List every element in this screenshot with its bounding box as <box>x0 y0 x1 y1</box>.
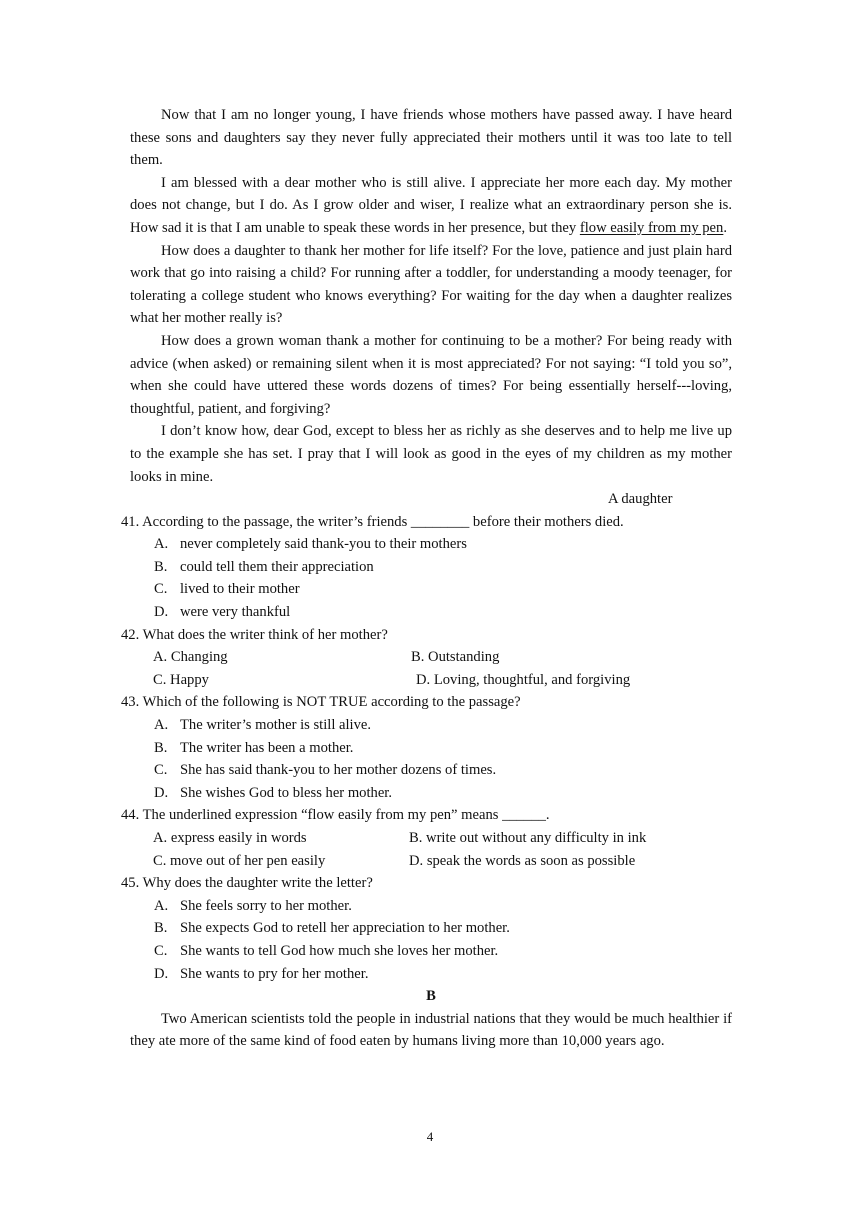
option-d: D. speak the words as soon as possible <box>409 852 636 869</box>
option-b: B. Outstanding <box>411 649 500 666</box>
question-42 <box>121 624 732 692</box>
option-a: A. express easily in words <box>153 830 307 846</box>
option-a: A. She feels sorry to her mother. <box>154 897 352 914</box>
option-c: C. move out of her pen easily <box>153 852 326 869</box>
section-heading: B <box>426 988 436 1005</box>
passage-paragraph-3: How does a daughter to thank her mother for life itself? For the love, patience and just plain hard work that go into raising a child? For running after a toddler, for understanding a moody teenager, for tolerating a college student who knows everything? For waiting for the day when a daughter realizes what her mother really is? <box>130 242 732 327</box>
underlined-expression: flow easily from my pen <box>579 219 724 236</box>
passage-paragraph-1: Now that I am no longer young, I have friends whose mothers have passed away. I have heard these sons and daughters say they never fully appreciated their mothers until it was too late to tell them. <box>130 107 732 169</box>
passage-paragraph-2 <box>130 172 732 240</box>
question-44 <box>121 804 732 872</box>
paragraph-2-text: I am blessed with a dear mother who is still alive. I appreciate her more each day. My mother does not change, but I do. As I grow older and wiser, I realize what an extraordinary person she is. How sad it is that I am unable to speak these words in her presence, but they <box>130 174 732 236</box>
question-stem: 42. What does the writer think of her mother? <box>121 626 388 643</box>
question-stem: 41. According to the passage, the writer’s friends ________ before their mothers died. <box>121 513 624 530</box>
option-b: B. She expects God to retell her appreciation to her mother. <box>154 920 510 937</box>
question-43 <box>121 691 732 804</box>
page-number: 4 <box>426 1129 434 1144</box>
question-stem: 45. Why does the daughter write the letter? <box>121 875 373 892</box>
option-b: B. The writer has been a mother. <box>154 739 354 756</box>
option-d: D. were very thankful <box>154 604 291 621</box>
option-c: C. She wants to tell God how much she loves her mother. <box>154 942 499 959</box>
option-a: A. never completely said thank-you to their mothers <box>154 536 467 553</box>
option-b: B. could tell them their appreciation <box>154 558 374 575</box>
option-grid <box>130 646 732 691</box>
option-b: B. write out without any difficulty in ink <box>409 830 647 846</box>
paragraph-2-end: . <box>723 219 727 236</box>
option-c: C. lived to their mother <box>154 581 300 598</box>
passage-paragraph-5: I don’t know how, dear God, except to bless her as richly as she deserves and to help me live up to the example she has set. I pray that I will look as good in the eyes of my children as my mother looks in mine. <box>130 423 732 485</box>
question-41 <box>121 511 732 624</box>
option-c: C. She has said thank-you to her mother dozens of times. <box>154 762 497 779</box>
option-c: C. Happy <box>153 671 209 688</box>
question-stem: 44. The underlined expression “flow easily from my pen” means ______. <box>121 807 550 824</box>
option-a: A. Changing <box>153 649 228 666</box>
question-stem: 43. Which of the following is NOT TRUE according to the passage? <box>121 694 521 711</box>
passage-paragraph-4: How does a grown woman thank a mother for continuing to be a mother? For being ready with advice (when asked) or remaining silent when it is most appreciated? For not saying: “I told you so”, when she could have uttered these words dozens of times? For being essentially herself---loving, thoughtful, patient, and forgiving? <box>130 332 732 417</box>
option-d: D. She wishes God to bless her mother. <box>154 784 392 801</box>
section-b-paragraph-1: Two American scientists told the people in industrial nations that they would be much healthier if they ate more of the same kind of food eaten by humans living more than 10,000 years ago. <box>130 1010 732 1050</box>
signature: A daughter <box>608 491 673 508</box>
text-area <box>121 104 732 1053</box>
option-a: A. The writer’s mother is still alive. <box>154 717 372 734</box>
option-d: D. She wants to pry for her mother. <box>154 965 369 982</box>
option-grid <box>130 827 732 872</box>
question-45 <box>121 872 732 985</box>
option-d: D. Loving, thoughtful, and forgiving <box>416 671 631 688</box>
